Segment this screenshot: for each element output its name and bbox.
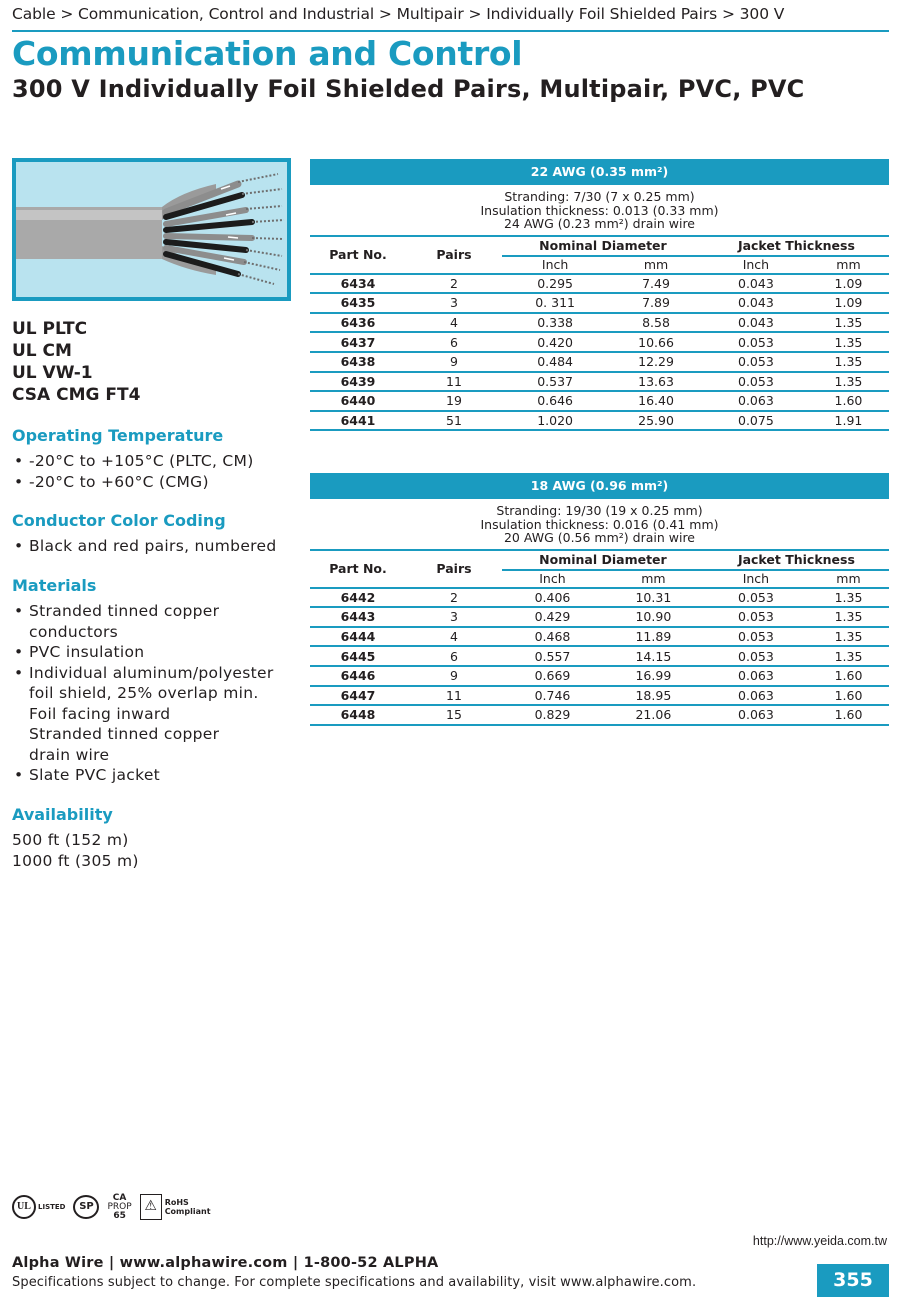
- list-item-continuation: Stranded tinned copper: [29, 725, 220, 743]
- rohs-tree-icon: ⚠: [140, 1194, 162, 1220]
- section-heading: Materials: [12, 576, 97, 595]
- materials-section: [12, 576, 302, 786]
- jacket-inch-cell: 0.063: [704, 686, 808, 706]
- ul-mark-icon: UL: [12, 1195, 36, 1219]
- part-no-cell: 6447: [310, 686, 406, 706]
- approval-item: UL VW-1: [12, 363, 93, 383]
- table-notes: [310, 499, 889, 549]
- jacket-mm-cell: 1.60: [808, 666, 889, 686]
- header-inch: Inch: [502, 256, 608, 274]
- jacket-mm-cell: 1.60: [808, 705, 889, 725]
- diameter-inch-cell: 0.429: [502, 607, 603, 627]
- diameter-inch-cell: 0.646: [502, 391, 608, 411]
- color-coding-section: [12, 511, 302, 557]
- header-nominal-diameter: Nominal Diameter: [502, 550, 704, 570]
- jacket-inch-cell: 0.063: [704, 391, 808, 411]
- diameter-inch-cell: 0.406: [502, 588, 603, 608]
- diameter-mm-cell: 14.15: [603, 646, 704, 666]
- jacket-mm-cell: 1.09: [808, 274, 889, 294]
- spec-table-22awg: [310, 159, 889, 431]
- diameter-mm-cell: 10.90: [603, 607, 704, 627]
- diameter-inch-cell: 0. 311: [502, 293, 608, 313]
- list-item: • -20°C to +60°C (CMG): [12, 472, 302, 493]
- spec-table-18awg: [310, 473, 889, 726]
- part-no-cell: 6434: [310, 274, 406, 294]
- certification-logos: [12, 1190, 211, 1224]
- jacket-inch-cell: 0.053: [704, 372, 808, 392]
- pairs-cell: 11: [406, 372, 502, 392]
- part-no-cell: 6435: [310, 293, 406, 313]
- table-note: Insulation thickness: 0.016 (0.41 mm): [480, 516, 719, 532]
- list-item: • Individual aluminum/polyester: [12, 663, 302, 684]
- pairs-cell: 2: [406, 588, 502, 608]
- jacket-inch-cell: 0.053: [704, 627, 808, 647]
- footer-disclaimer: Specifications subject to change. For complete specifications and availability, visit www.alphawire.com.: [12, 1275, 697, 1290]
- pairs-cell: 4: [406, 627, 502, 647]
- table-row: [310, 666, 889, 686]
- header-mm: mm: [603, 570, 704, 588]
- diameter-inch-cell: 0.420: [502, 332, 608, 352]
- list-item: • -20°C to +105°C (PLTC, CM): [12, 451, 302, 472]
- table-banner: 18 AWG (0.96 mm²): [310, 473, 889, 499]
- rohs-subtitle: Compliant: [164, 1207, 211, 1216]
- header-pairs: Pairs: [406, 236, 502, 274]
- table-notes: [310, 185, 889, 235]
- list-item-continuation: Foil facing inward: [29, 704, 171, 723]
- pairs-cell: 3: [406, 607, 502, 627]
- diameter-mm-cell: 18.95: [603, 686, 704, 706]
- jacket-inch-cell: 0.043: [704, 274, 808, 294]
- prop65-text: PROP: [107, 1201, 132, 1212]
- diameter-inch-cell: 0.484: [502, 352, 608, 372]
- jacket-inch-cell: 0.053: [704, 646, 808, 666]
- diameter-inch-cell: 0.669: [502, 666, 603, 686]
- diameter-mm-cell: 25.90: [608, 411, 704, 431]
- availability-item: 1000 ft (305 m): [12, 851, 139, 870]
- csa-logo-icon: SP: [73, 1195, 99, 1219]
- jacket-mm-cell: 1.35: [808, 588, 889, 608]
- approvals-list: [12, 318, 140, 406]
- part-no-cell: 6445: [310, 646, 406, 666]
- jacket-mm-cell: 1.35: [808, 332, 889, 352]
- table-note: 20 AWG (0.56 mm²) drain wire: [503, 530, 695, 545]
- spec-table: [310, 235, 889, 431]
- website-url[interactable]: http://www.yeida.com.tw: [752, 1234, 887, 1248]
- part-no-cell: 6440: [310, 391, 406, 411]
- jacket-inch-cell: 0.043: [704, 313, 808, 333]
- page-subtitle: 300 V Individually Foil Shielded Pairs, Multipair, PVC, PVC: [12, 75, 805, 103]
- pairs-cell: 51: [406, 411, 502, 431]
- prop65-logo: [107, 1194, 131, 1221]
- table-row: [310, 352, 889, 372]
- page-number: 355: [817, 1264, 889, 1297]
- diameter-mm-cell: 7.89: [608, 293, 704, 313]
- jacket-inch-cell: 0.053: [704, 607, 808, 627]
- table-row: [310, 705, 889, 725]
- list-item: • Black and red pairs, numbered: [12, 536, 302, 557]
- diameter-mm-cell: 11.89: [603, 627, 704, 647]
- table-row: [310, 274, 889, 294]
- header-rule: [12, 30, 889, 32]
- diameter-mm-cell: 16.40: [608, 391, 704, 411]
- header-inch: Inch: [704, 570, 808, 588]
- table-row: [310, 646, 889, 666]
- header-inch: Inch: [704, 256, 808, 274]
- part-no-cell: 6448: [310, 705, 406, 725]
- table-row: [310, 607, 889, 627]
- table-row: [310, 332, 889, 352]
- diameter-mm-cell: 8.58: [608, 313, 704, 333]
- part-no-cell: 6438: [310, 352, 406, 372]
- part-no-cell: 6442: [310, 588, 406, 608]
- jacket-mm-cell: 1.35: [808, 313, 889, 333]
- part-no-cell: 6443: [310, 607, 406, 627]
- part-no-cell: 6436: [310, 313, 406, 333]
- cable-drawing: [16, 162, 287, 297]
- jacket-inch-cell: 0.063: [704, 666, 808, 686]
- jacket-inch-cell: 0.053: [704, 332, 808, 352]
- jacket-inch-cell: 0.063: [704, 705, 808, 725]
- jacket-inch-cell: 0.075: [704, 411, 808, 431]
- header-inch: Inch: [502, 570, 603, 588]
- list-item-continuation: foil shield, 25% overlap min.: [29, 684, 259, 702]
- operating-temperature-section: [12, 426, 302, 492]
- prop65-number: 65: [113, 1210, 126, 1221]
- part-no-cell: 6437: [310, 332, 406, 352]
- list-item: • Slate PVC jacket: [12, 765, 302, 786]
- part-no-cell: 6441: [310, 411, 406, 431]
- diameter-inch-cell: 1.020: [502, 411, 608, 431]
- diameter-mm-cell: 12.29: [608, 352, 704, 372]
- diameter-inch-cell: 0.338: [502, 313, 608, 333]
- diameter-inch-cell: 0.468: [502, 627, 603, 647]
- availability-item: 500 ft (152 m): [12, 831, 129, 849]
- table-row: [310, 686, 889, 706]
- header-jacket-thickness: Jacket Thickness: [704, 550, 889, 570]
- list-item-continuation: conductors: [29, 622, 119, 641]
- ul-listed-text: LISTED: [38, 1203, 66, 1211]
- diameter-mm-cell: 7.49: [608, 274, 704, 294]
- jacket-inch-cell: 0.053: [704, 352, 808, 372]
- spec-table: [310, 549, 889, 726]
- jacket-mm-cell: 1.35: [808, 607, 889, 627]
- table-note: Stranding: 7/30 (7 x 0.25 mm): [504, 189, 695, 204]
- diameter-mm-cell: 21.06: [603, 705, 704, 725]
- header-nominal-diameter: Nominal Diameter: [502, 236, 704, 256]
- ul-listed-logo: [12, 1195, 65, 1219]
- table-row: [310, 313, 889, 333]
- table-body: [310, 588, 889, 725]
- approval-item: CSA CMG FT4: [12, 385, 141, 405]
- list-item: • Stranded tinned copper: [12, 601, 302, 622]
- jacket-mm-cell: 1.35: [808, 627, 889, 647]
- prop65-ca: CA: [112, 1192, 127, 1203]
- header-pairs: Pairs: [406, 550, 502, 588]
- table-note: Insulation thickness: 0.013 (0.33 mm): [480, 202, 719, 218]
- diameter-mm-cell: 13.63: [608, 372, 704, 392]
- table-note: Stranding: 19/30 (19 x 0.25 mm): [496, 503, 703, 518]
- pairs-cell: 9: [406, 666, 502, 686]
- diameter-inch-cell: 0.829: [502, 705, 603, 725]
- approval-item: UL PLTC: [12, 319, 88, 339]
- table-row: [310, 411, 889, 431]
- diameter-inch-cell: 0.746: [502, 686, 603, 706]
- diameter-mm-cell: 10.66: [608, 332, 704, 352]
- breadcrumb: Cable > Communication, Control and Industrial > Multipair > Individually Foil Shielded Pairs > 300 V: [12, 5, 785, 23]
- page-title: Communication and Control: [12, 34, 523, 73]
- jacket-mm-cell: 1.35: [808, 372, 889, 392]
- jacket-mm-cell: 1.35: [808, 352, 889, 372]
- part-no-cell: 6439: [310, 372, 406, 392]
- section-heading: Conductor Color Coding: [12, 511, 226, 530]
- list-item: • PVC insulation: [12, 642, 302, 663]
- diameter-inch-cell: 0.537: [502, 372, 608, 392]
- jacket-mm-cell: 1.09: [808, 293, 889, 313]
- table-note: 24 AWG (0.23 mm²) drain wire: [503, 216, 695, 231]
- table-body: [310, 274, 889, 431]
- pairs-cell: 19: [406, 391, 502, 411]
- pairs-cell: 6: [406, 646, 502, 666]
- pairs-cell: 9: [406, 352, 502, 372]
- jacket-mm-cell: 1.60: [808, 391, 889, 411]
- section-heading: Availability: [12, 805, 113, 824]
- header-mm: mm: [808, 256, 889, 274]
- jacket-inch-cell: 0.043: [704, 293, 808, 313]
- header-part-no: Part No.: [310, 236, 406, 274]
- jacket-inch-cell: 0.053: [704, 588, 808, 608]
- footer-contact: Alpha Wire | www.alphawire.com | 1-800-52 ALPHA: [12, 1255, 439, 1271]
- rohs-title: RoHS: [164, 1198, 189, 1207]
- header-mm: mm: [808, 570, 889, 588]
- diameter-mm-cell: 16.99: [603, 666, 704, 686]
- part-no-cell: 6446: [310, 666, 406, 686]
- part-no-cell: 6444: [310, 627, 406, 647]
- pairs-cell: 3: [406, 293, 502, 313]
- jacket-mm-cell: 1.35: [808, 646, 889, 666]
- rohs-logo: [140, 1194, 211, 1220]
- header-jacket-thickness: Jacket Thickness: [704, 236, 889, 256]
- diameter-mm-cell: 10.31: [603, 588, 704, 608]
- cable-illustration: [12, 158, 291, 301]
- table-banner: 22 AWG (0.35 mm²): [310, 159, 889, 185]
- jacket-mm-cell: 1.60: [808, 686, 889, 706]
- availability-section: [12, 805, 302, 871]
- table-row: [310, 627, 889, 647]
- jacket-mm-cell: 1.91: [808, 411, 889, 431]
- pairs-cell: 15: [406, 705, 502, 725]
- table-row: [310, 588, 889, 608]
- pairs-cell: 6: [406, 332, 502, 352]
- pairs-cell: 4: [406, 313, 502, 333]
- header-mm: mm: [608, 256, 704, 274]
- pairs-cell: 11: [406, 686, 502, 706]
- table-row: [310, 372, 889, 392]
- header-part-no: Part No.: [310, 550, 406, 588]
- list-item-continuation: drain wire: [29, 745, 110, 764]
- diameter-inch-cell: 0.295: [502, 274, 608, 294]
- table-row: [310, 391, 889, 411]
- diameter-inch-cell: 0.557: [502, 646, 603, 666]
- section-heading: Operating Temperature: [12, 426, 224, 445]
- pairs-cell: 2: [406, 274, 502, 294]
- approval-item: UL CM: [12, 341, 72, 361]
- table-row: [310, 293, 889, 313]
